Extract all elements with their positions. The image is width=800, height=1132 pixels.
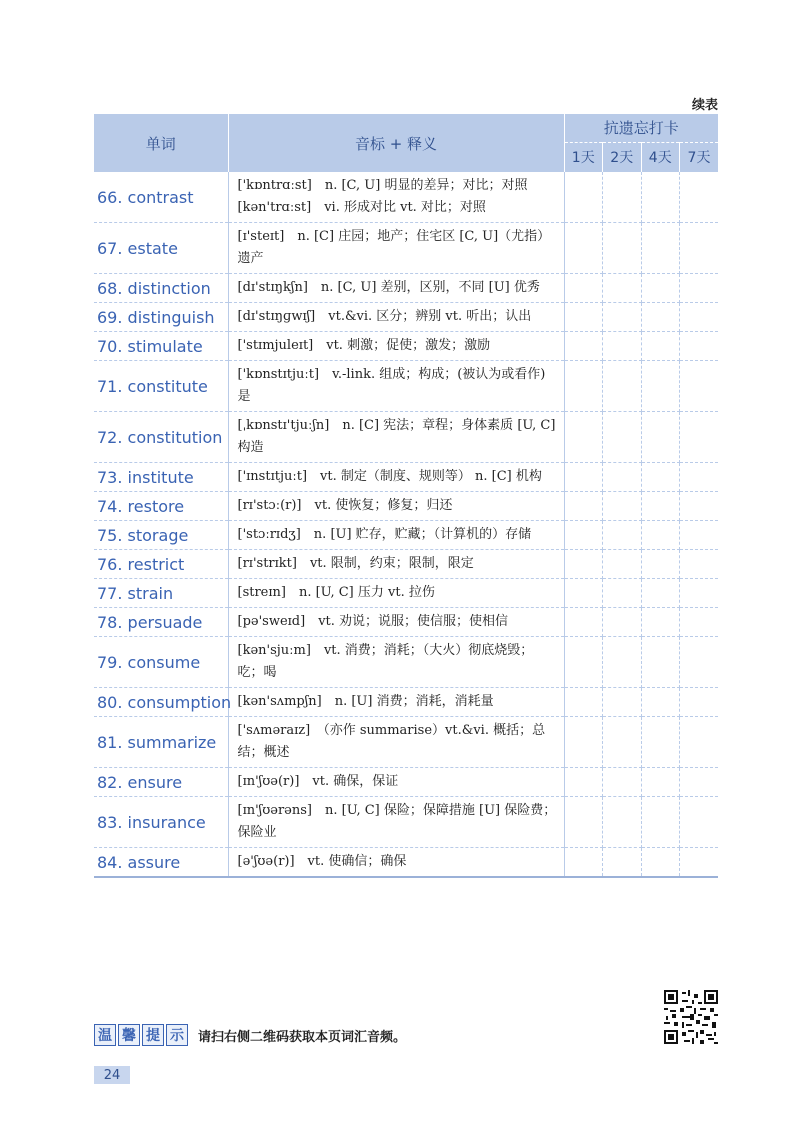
header-day-7: 7天 xyxy=(680,142,719,172)
checkin-cell[interactable] xyxy=(641,637,680,688)
checkin-cell[interactable] xyxy=(603,361,642,412)
table-row xyxy=(94,172,718,223)
checkin-cell[interactable] xyxy=(603,172,642,223)
vocab-definition: ['stɔːrɪdʒ] n. [U] 贮存，贮藏；（计算机的）存储 xyxy=(228,521,564,550)
table-row xyxy=(94,303,718,332)
table-row xyxy=(94,768,718,797)
vocab-word: 77. strain xyxy=(94,579,228,608)
vocab-word: 78. persuade xyxy=(94,608,228,637)
checkin-cell[interactable] xyxy=(564,717,603,768)
checkin-cell[interactable] xyxy=(641,274,680,303)
checkin-cell[interactable] xyxy=(603,412,642,463)
tip-badge-char: 馨 xyxy=(118,1024,140,1046)
table-row xyxy=(94,608,718,637)
vocab-word: 81. summarize xyxy=(94,717,228,768)
checkin-cell[interactable] xyxy=(680,492,719,521)
checkin-cell[interactable] xyxy=(564,521,603,550)
checkin-cell[interactable] xyxy=(641,172,680,223)
checkin-cell[interactable] xyxy=(564,303,603,332)
checkin-cell[interactable] xyxy=(641,768,680,797)
vocab-definition: [ɪn'ʃʊərəns] n. [U, C] 保险；保障措施 [U] 保险费；保险业 xyxy=(228,797,564,848)
checkin-cell[interactable] xyxy=(680,332,719,361)
checkin-cell[interactable] xyxy=(641,223,680,274)
table-row xyxy=(94,361,718,412)
vocab-definition: [pə'sweɪd] vt. 劝说；说服；使信服；使相信 xyxy=(228,608,564,637)
vocab-definition: ['kɒntrɑːst] n. [C, U] 明显的差异；对比；对照 [kən'trɑːst] vi. 形成对比 vt. 对比；对照 xyxy=(228,172,564,223)
checkin-cell[interactable] xyxy=(564,550,603,579)
header-checkin: 抗遗忘打卡 xyxy=(564,114,718,142)
checkin-cell[interactable] xyxy=(603,768,642,797)
tip-badge xyxy=(94,1024,190,1046)
checkin-cell[interactable] xyxy=(680,608,719,637)
table-row xyxy=(94,274,718,303)
checkin-cell[interactable] xyxy=(603,332,642,361)
header-day-2: 2天 xyxy=(603,142,642,172)
vocab-word: 82. ensure xyxy=(94,768,228,797)
vocab-word: 74. restore xyxy=(94,492,228,521)
table-row xyxy=(94,797,718,848)
table-row xyxy=(94,848,718,878)
checkin-cell[interactable] xyxy=(603,688,642,717)
checkin-cell[interactable] xyxy=(680,797,719,848)
checkin-cell[interactable] xyxy=(603,303,642,332)
checkin-cell[interactable] xyxy=(603,463,642,492)
table-row xyxy=(94,223,718,274)
tip-text: 请扫右侧二维码获取本页词汇音频。 xyxy=(198,1029,407,1045)
checkin-cell[interactable] xyxy=(680,521,719,550)
table-row xyxy=(94,637,718,688)
checkin-cell[interactable] xyxy=(603,797,642,848)
vocab-definition: [dɪ'stɪŋkʃn] n. [C, U] 差别，区别，不同 [U] 优秀 xyxy=(228,274,564,303)
checkin-cell[interactable] xyxy=(564,332,603,361)
checkin-cell[interactable] xyxy=(680,361,719,412)
checkin-cell[interactable] xyxy=(680,412,719,463)
vocab-definition: [rɪ'stɔː(r)] vt. 使恢复；修复；归还 xyxy=(228,492,564,521)
table-row xyxy=(94,332,718,361)
checkin-cell[interactable] xyxy=(641,521,680,550)
table-row xyxy=(94,717,718,768)
checkin-cell[interactable] xyxy=(680,550,719,579)
table-row xyxy=(94,492,718,521)
header-row xyxy=(94,114,718,142)
checkin-cell[interactable] xyxy=(603,848,642,878)
checkin-cell[interactable] xyxy=(564,848,603,878)
vocab-definition: ['kɒnstɪtjuːt] v.-link. 组成；构成；(被认为或看作) 是 xyxy=(228,361,564,412)
vocab-word: 73. institute xyxy=(94,463,228,492)
table-row xyxy=(94,688,718,717)
vocab-word: 83. insurance xyxy=(94,797,228,848)
vocab-definition: [ɪ'steɪt] n. [C] 庄园；地产；住宅区 [C, U]（尤指）遗产 xyxy=(228,223,564,274)
checkin-cell[interactable] xyxy=(564,412,603,463)
vocab-definition: ['sʌməraɪz] （亦作 summarise）vt.&vi. 概括；总结；概述 xyxy=(228,717,564,768)
checkin-cell[interactable] xyxy=(680,717,719,768)
continued-label: 续表 xyxy=(691,98,718,113)
vocab-definition: [dɪ'stɪŋɡwɪʃ] vt.&vi. 区分；辨别 vt. 听出；认出 xyxy=(228,303,564,332)
checkin-cell[interactable] xyxy=(603,521,642,550)
table-row xyxy=(94,463,718,492)
table-row xyxy=(94,412,718,463)
checkin-cell[interactable] xyxy=(564,768,603,797)
vocab-table xyxy=(94,114,718,878)
tip-badge-char: 温 xyxy=(94,1024,116,1046)
vocab-word: 79. consume xyxy=(94,637,228,688)
vocab-word: 72. constitution xyxy=(94,412,228,463)
vocab-definition: ['ɪnstɪtjuːt] vt. 制定（制度、规则等） n. [C] 机构 xyxy=(228,463,564,492)
vocab-word: 69. distinguish xyxy=(94,303,228,332)
table-row xyxy=(94,579,718,608)
vocab-word: 66. contrast xyxy=(94,172,228,223)
tip-badge-char: 提 xyxy=(142,1024,164,1046)
vocab-definition: [kən'sjuːm] vt. 消费；消耗；（大火）彻底烧毁；吃；喝 xyxy=(228,637,564,688)
checkin-cell[interactable] xyxy=(641,848,680,878)
checkin-cell[interactable] xyxy=(564,274,603,303)
vocab-definition: [ɪn'ʃʊə(r)] vt. 确保，保证 xyxy=(228,768,564,797)
checkin-cell[interactable] xyxy=(603,579,642,608)
checkin-cell[interactable] xyxy=(564,361,603,412)
checkin-cell[interactable] xyxy=(641,579,680,608)
checkin-cell[interactable] xyxy=(680,172,719,223)
vocab-word: 67. estate xyxy=(94,223,228,274)
vocab-word: 80. consumption xyxy=(94,688,228,717)
vocab-definition: ['stɪmjuleɪt] vt. 刺激；促使；激发；激励 xyxy=(228,332,564,361)
vocab-definition: [streɪn] n. [U, C] 压力 vt. 拉伤 xyxy=(228,579,564,608)
page-number: 24 xyxy=(94,1066,130,1084)
checkin-cell[interactable] xyxy=(641,550,680,579)
vocab-definition: [ə'ʃʊə(r)] vt. 使确信；确保 xyxy=(228,848,564,878)
checkin-cell[interactable] xyxy=(603,550,642,579)
checkin-cell[interactable] xyxy=(641,717,680,768)
checkin-cell[interactable] xyxy=(641,608,680,637)
vocab-rows xyxy=(94,172,718,877)
checkin-cell[interactable] xyxy=(641,463,680,492)
table-row xyxy=(94,550,718,579)
vocab-definition: [kən'sʌmpʃn] n. [U] 消费；消耗，消耗量 xyxy=(228,688,564,717)
checkin-cell[interactable] xyxy=(680,848,719,878)
checkin-cell[interactable] xyxy=(564,579,603,608)
checkin-cell[interactable] xyxy=(603,492,642,521)
vocab-word: 71. constitute xyxy=(94,361,228,412)
checkin-cell[interactable] xyxy=(680,688,719,717)
checkin-cell[interactable] xyxy=(641,412,680,463)
vocab-word: 70. stimulate xyxy=(94,332,228,361)
checkin-cell[interactable] xyxy=(564,688,603,717)
checkin-cell[interactable] xyxy=(564,223,603,274)
checkin-cell[interactable] xyxy=(680,637,719,688)
checkin-cell[interactable] xyxy=(680,463,719,492)
checkin-cell[interactable] xyxy=(680,768,719,797)
checkin-cell[interactable] xyxy=(641,361,680,412)
tip-badge-char: 示 xyxy=(166,1024,188,1046)
qr-code-icon[interactable] xyxy=(664,990,718,1044)
checkin-cell[interactable] xyxy=(564,637,603,688)
vocab-word: 84. assure xyxy=(94,848,228,878)
checkin-cell[interactable] xyxy=(603,637,642,688)
tip xyxy=(94,1024,406,1046)
checkin-cell[interactable] xyxy=(641,332,680,361)
checkin-cell[interactable] xyxy=(641,303,680,332)
checkin-cell[interactable] xyxy=(564,608,603,637)
header-day-4: 4天 xyxy=(641,142,680,172)
checkin-cell[interactable] xyxy=(641,688,680,717)
checkin-cell[interactable] xyxy=(564,463,603,492)
checkin-cell[interactable] xyxy=(564,797,603,848)
checkin-cell[interactable] xyxy=(564,492,603,521)
checkin-cell[interactable] xyxy=(641,797,680,848)
vocab-word: 75. storage xyxy=(94,521,228,550)
vocab-word: 68. distinction xyxy=(94,274,228,303)
checkin-cell[interactable] xyxy=(680,274,719,303)
header-definition: 音标 + 释义 xyxy=(228,114,564,172)
table-row xyxy=(94,521,718,550)
checkin-cell[interactable] xyxy=(680,223,719,274)
header-day-1: 1天 xyxy=(564,142,603,172)
checkin-cell[interactable] xyxy=(680,303,719,332)
header-word: 单词 xyxy=(94,114,228,172)
vocab-word: 76. restrict xyxy=(94,550,228,579)
checkin-cell[interactable] xyxy=(641,492,680,521)
vocab-definition: [ˌkɒnstɪ'tjuːʃn] n. [C] 宪法；章程；身体素质 [U, C] 构造 xyxy=(228,412,564,463)
checkin-cell[interactable] xyxy=(564,172,603,223)
checkin-cell[interactable] xyxy=(603,608,642,637)
checkin-cell[interactable] xyxy=(603,274,642,303)
checkin-cell[interactable] xyxy=(603,223,642,274)
checkin-cell[interactable] xyxy=(603,717,642,768)
checkin-cell[interactable] xyxy=(680,579,719,608)
vocab-definition: [rɪ'strɪkt] vt. 限制，约束；限制，限定 xyxy=(228,550,564,579)
